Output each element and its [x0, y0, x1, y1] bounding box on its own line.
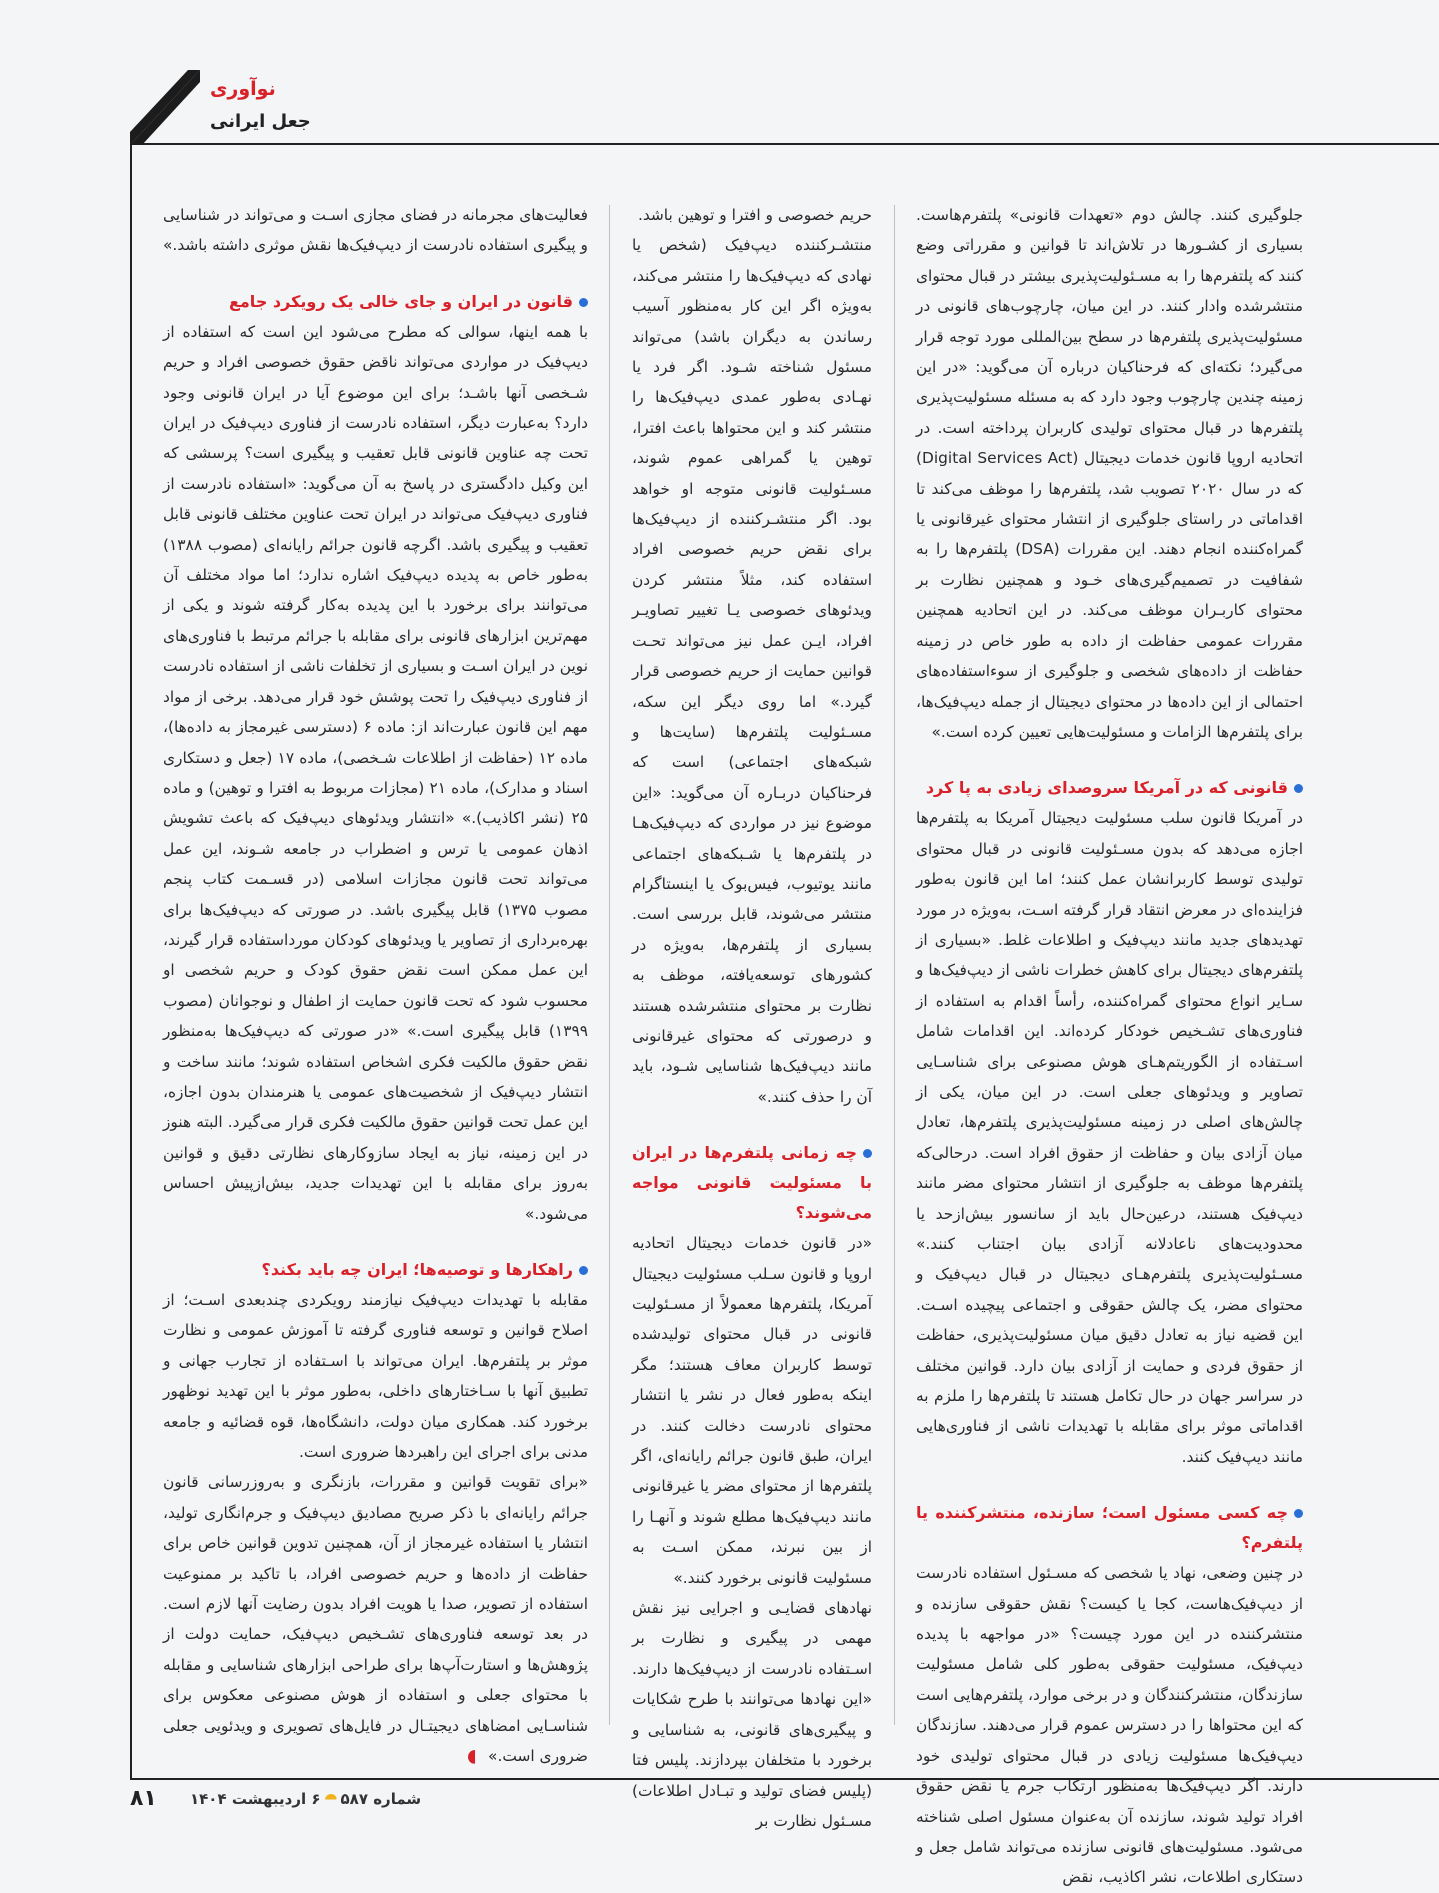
section-kicker: نوآوری: [210, 78, 276, 100]
heading-text: قانون در ایران و جای خالی یک رویکرد جامع: [228, 291, 573, 311]
column-divider: [609, 205, 610, 1725]
bullet-dot-icon: [863, 1149, 872, 1158]
heading-text: راهکارها و توصیه‌ها؛ ایران چه باید بکند؟: [261, 1260, 573, 1279]
heading-text: چه زمانی پلتفرم‌ها در ایران با مسئولیت قانونی مواجه می‌شوند؟: [632, 1143, 872, 1223]
article-column-left: [163, 200, 588, 1772]
sun-icon: [325, 1794, 337, 1806]
section-heading: [916, 1498, 1303, 1558]
closing-paragraph-text: «برای تقویت قوانین و مقررات، بازنگری و به‌روزرسانی قانون جرائم رایانه‌ای با ذکر صریح مصادیق دیپ‌فیک و جرم‌انگاری تولید، انتشار یا استفاده غیرمجاز از آن، همچنین تدوین قوانین خاص برای حفاظت از داده‌ها و حریم خصوصی افراد، با تاکید بر ممنوعیت استفاده از تصویر، صدا یا هویت افراد بدون رضایت آنها لازم است. در بعد توسعه فناوری‌های تشـخیص دیپ‌فیک، حمایت دولت از پژوهش‌ها و استارت‌آپ‌ها برای طراحی ابزارهای شناسایی و مقابله با محتوای جعلی و استفاده از هوش مصنوعی معکوس برای شناسـایی امضاهای دیجیتـال در فایل‌های تصویری و ویدئویی جعلی ضروری است.»: [163, 1473, 588, 1766]
heading-text: چه کسی مسئول است؛ سازنده، منتشرکننده یا پلتفرم؟: [916, 1503, 1303, 1553]
heading-text: قانونی که در آمریکا سروصدای زیادی به پا کرد: [925, 778, 1288, 798]
article-end-mark-icon: [468, 1750, 482, 1764]
section-heading: [916, 773, 1303, 803]
paragraph: حریم خصوصی و افترا و توهین باشد.: [637, 206, 872, 224]
frame-left-rule: [130, 143, 132, 1780]
paragraph: جلوگیری کنند. چالش دوم «تعهدات قانونی» پلتفرم‌هاست. بسیاری از کشـورها در تلاش‌اند تا قوانین و مقرراتی وضع کنند که پلتفرم‌ها را به مسـئولیت‌پذیری بیشتر در قبال محتوای منتشرشده وادار کنند. در این میان، چارچوب‌های قانونی در مسئولیت‌پذیری پلتفرم‌ها در سطح بین‌المللی مورد توجه قرار می‌گیرد؛ نکته‌ای که فرحناکیان درباره آن می‌گوید: «در این زمینه چندین چارچوب وجود دارد که به مسئله مسئولیت‌پذیری پلتفرم‌ها در قبال محتوای تولیدی کاربران پرداخته است. در اتحادیه اروپا قانون خدمات دیجیتال (Digital Services Act) که در سال ۲۰۲۰ تصویب شد، پلتفرم‌ها را موظف می‌کند تا اقداماتی در راستای جلوگیری از انتشار محتوای غیرقانونی یا گمراه‌کننده انجام دهند. این مقررات (DSA) پلتفرم‌ها را به شفافیت در تصمیم‌گیری‌های خـود و همچنین نظارت بر محتوای کاربـران موظف می‌کند. در این اتحادیه همچنین مقررات عمومی حفاظت از داده به طور خاص در زمینه حفاظت از داده‌های شخصی و جلوگیری از سوءاستفاده‌های احتمالی از این داده‌ها در محتوای دیجیتال از جمله دیپ‌فیک‌ها، برای پلتفرم‌ها الزامات و مسئولیت‌هایی تعیین کرده است.»: [916, 206, 1304, 741]
bullet-dot-icon: [1294, 1509, 1303, 1518]
issue-date: ۶ اردیبهشت ۱۴۰۴: [190, 1790, 321, 1808]
article-column-middle: [632, 200, 872, 1836]
section-heading: [163, 287, 588, 317]
section-heading: [632, 1138, 872, 1228]
paragraph: منتشـرکننده دیپ‌فیک (شخص یا نهادی که دیپ‌فیک‌ها را منتشر می‌کند، به‌ویژه اگر این کار به‌منظور آسیب رساندن به دیگران باشد) می‌تواند مسئول شناخته شـود. اگر فرد یا نهـادی به‌طور عمدی دیپ‌فیک‌ها را منتشر کند و این محتواها باعث افترا، توهین یا گمراهی عموم شوند، مسـئولیت قانونی متوجه او خواهد بود. اگر منتشـرکننده از دیپ‌فیک‌ها برای نقض حریم خصوصی افراد استفاده کند، مثلاً منتشر کردن ویدئوهای خصوصی یـا تغییر تصاویـر افراد، ایـن عمل نیز می‌تواند تحـت قوانین حمایت از حریم خصوصی قرار گیرد.» اما روی دیگر این سکه، مسـئولیت پلتفرم‌ها (سایت‌ها و شبکه‌های اجتماعی) است که فرحناکیان دربـاره آن می‌گوید: «این موضوع نیز در مواردی که دیپ‌فیک‌هـا در پلتفرم‌ها یا شـبکه‌های اجتماعی مانند یوتیوب، فیس‌بوک یا اینستاگرام منتشر می‌شوند، قابل بررسی است. بسیاری از پلتفرم‌ها، به‌ویژه در کشورهای توسعه‌یافته، موظف به نظارت بر محتوای منتشرشده هستند و درصورتی که محتوای غیرقانونی مانند دیپ‌فیک‌ها شناسایی شـود، باید آن را حذف کنند.»: [632, 236, 872, 1106]
issue-number: شماره ۵۸۷: [340, 1790, 422, 1808]
paragraph: [163, 1467, 588, 1771]
article-column-right: [916, 200, 1303, 1893]
paragraph: مقابله با تهدیدات دیپ‌فیک نیازمند رویکردی چندبعدی اسـت؛ از اصلاح قوانین و توسعه فناوری گرفته تا آموزش عمومی و نظارت موثر بر پلتفرم‌ها. ایران می‌تواند با اسـتفاده از تجارب جهانی و تطبیق آنها با سـاختارهای داخلی، به‌طور موثر با این تهدید نوظهور برخورد کند. همکاری میان دولت، دانشگاه‌ها، قوه قضائیه و جامعه مدنی برای اجرای این راهبردها ضروری است.: [163, 1291, 588, 1462]
paragraph: نهادهای قضایـی و اجرایی نیز نقش مهمی در پیگیری و نظارت بر اسـتفاده نادرست از دیپ‌فیک‌ها دارند. «این نهادها می‌توانند با طرح شکایات و پیگیری‌های قانونی، به شناسایی و برخورد با متخلفان بپردازند. پلیس فتا (پلیس فضای تولید و تبـادل اطلاعات) مسـئول نظارت بر: [632, 1599, 872, 1830]
issue-info: [190, 1790, 421, 1808]
bullet-dot-icon: [579, 298, 588, 307]
bullet-dot-icon: [579, 1266, 588, 1275]
paragraph: در آمریکا قانون سلب مسئولیت دیجیتال آمریکا به پلتفرم‌ها اجازه می‌دهد که بدون مسـئولیت قانونی در قبال محتوای تولیدی توسط کاربرانشان عمل کنند؛ اما این قانون به‌طور فزاینده‌ای در معرض انتقاد قرار گرفته اسـت، به‌ویژه در مورد تهدیدهای جدید مانند دیپ‌فیک و اطلاعات غلط. «بسیاری از پلتفرم‌های دیجیتال برای کاهش خطرات ناشی از دیپ‌فیک‌ها و سـایر انواع محتوای گمراه‌کننده، رأساً اقدام به استفاده از فناوری‌های تشـخیص خودکار کرده‌اند. این اقدامات شامل اسـتفاده از الگوریتم‌هـای هوش مصنوعی برای شناسـایی تصاویر و ویدئوهای جعلی است. در این میان، یکی از چالش‌های اصلی در زمینه مسئولیت‌پذیری پلتفرم‌ها، تعادل میان آزادی بیان و حفاظت از حقوق افراد است. درحالی‌که پلتفرم‌ها موظف به جلوگیری از انتشار محتوای مضر مانند دیپ‌فیک هستند، درعین‌حال باید از سانسور بیش‌ازحد یا محدودیت‌های ناعادلانه آزادی بیان اجتناب کنند.» مسـئولیت‌پذیری پلتفرم‌هـای دیجیتال در قبال دیپ‌فیک و محتوای مضر، یک چالش حقوقی و اجتماعی پیچیده اسـت. این قضیه نیاز به تعادل دقیق میان مسئولیت‌پذیری، حفاظت از حقوق فردی و حمایت از آزادی بیان دارد. قوانین مختلف در سراسر جهان در حال تکامل هستند تا پلتفرم‌ها را ملزم به اقداماتی موثر برای مقابله با تهدیدات ناشی از فناوری‌هایی مانند دیپ‌فیک کنند.: [916, 809, 1303, 1466]
bullet-dot-icon: [1294, 784, 1303, 793]
page-number: ۸۱: [130, 1786, 157, 1811]
paragraph: با همه اینها، سوالی که مطرح می‌شود این است که استفاده از دیپ‌فیک در مواردی می‌تواند ناقض حقوق خصوصی افراد و حریم شـخصی آنها باشـد؛ برای این موضوع آیا در ایران قانونی وجود دارد؟ به‌عبارت دیگر، استفاده نادرست از فناوری دیپ‌فیک در ایران تحت چه عناوین قانونی قابل تعقیب و پیگیری است؟ پرسشی که این وکیل دادگستری در پاسخ به آن می‌گوید: «استفاده نادرست از فناوری دیپ‌فیک می‌تواند در ایران تحت عناوین مختلف قانونی قابل تعقیب و پیگیری باشد. اگرچه قانون جرائم رایانه‌ای (مصوب ۱۳۸۸) به‌طور خاص به پدیده دیپ‌فیک اشاره ندارد؛ اما مواد مختلف آن می‌توانند برای برخورد با این پدیده به‌کار گرفته شوند و یکی از مهم‌ترین ابزارهای قانونی برای مقابله با جرائم مرتبط با فناوری‌های نوین در ایران اسـت و بسیاری از تخلفات ناشی از استفاده نادرست از فناوری دیپ‌فیک را تحت پوشش خود قرار می‌دهد. برخی از مواد مهم این قانون عبارت‌اند از: ماده ۶ (دسترسی غیرمجاز به داده‌ها)، ماده ۱۲ (حفاظت از اطلاعات شـخصی)، ماده ۱۷ (جعل و دستکاری اسناد و مدارک)، ماده ۲۱ (مجازات مربوط به افترا و توهین) و ماده ۲۵ (نشر اکاذیب).» «انتشار ویدئوهای دیپ‌فیک که باعث تشویش اذهان عمومی یا ترس و اضطراب در جامعه شـوند، این عمل می‌تواند تحت قانون مجازات اسلامی (در قسـمت کتاب پنجم مصوب ۱۳۷۵) قابل پیگیری باشد. در صورتی که دیپ‌فیک‌ها برای بهره‌برداری از تصاویر یا ویدئوهای کودکان مورداستفاده قرار گیرند، این عمل ممکن است نقض حقوق کودک و حریم شخصی او محسوب شود که تحت قانون حمایت از اطفال و نوجوانان (مصوب ۱۳۹۹) قابل پیگیری است.» «در صورتی که دیپ‌فیک‌ها به‌منظور نقض حقوق مالکیت فکری اشخاص استفاده شوند؛ مانند ساخت و انتشار دیپ‌فیک از شخصیت‌های عمومی یا هنرمندان بدون اجازه، این عمل تحت قوانین حقوق مالکیت فکری قرار می‌گیرد. البته هنوز در این زمینه، نیاز به ایجاد سازوکارهای نظارتی دقیق و قوانین به‌روز برای مقابله با این تهدیدات جدید، بیش‌ازپیش احساس می‌شود.»: [163, 322, 588, 1223]
paragraph: فعالیت‌های مجرمانه در فضای مجازی اسـت و می‌تواند در شناسایی و پیگیری استفاده نادرست از دیپ‌فیک‌ها نقش موثری داشته باشد.»: [163, 206, 588, 255]
column-divider: [894, 205, 895, 1725]
frame-top-rule: [130, 143, 1439, 145]
paragraph: در چنین وضعی، نهاد یا شخصی که مسـئول استفاده نادرست از دیپ‌فیک‌هاست، کجا یا کیست؟ نقش حقوقی سازنده و منتشرکننده در این مورد چیست؟ «در مواجهه با پدیده دیپ‌فیک، مسئولیت حقوقی به‌طور کلی شامل مسئولیت سازندگان، منتشرکنندگان و در برخی موارد، پلتفرم‌هایی است که این محتواها را در دسترس عموم قرار می‌دهند. سازندگان دیپ‌فیک‌ها مسئولیت زیادی در قبال محتوای تولیدی خود دارند. اگر دیپ‌فیک‌ها به‌منظور ارتکاب جرم یا نقض حقوق افراد تولید شوند، سازنده آن به‌عنوان مسئول اصلی شناخته می‌شود. مسئولیت‌های قانونی سازنده می‌تواند شامل جعل و دستکاری اطلاعات، نشر اکاذیب، نقض: [916, 1564, 1303, 1887]
section-subtitle: جعل ایرانی: [210, 111, 311, 132]
section-heading: [163, 1255, 588, 1285]
paragraph: «در قانون خدمات دیجیتال اتحادیه اروپا و قانون سـلب مسئولیت دیجیتال آمریکا، پلتفرم‌ها معمولاً از مسـئولیت قانونی در قبال محتوای تولیدشده توسط کاربران معاف هستند؛ مگر اینکه به‌طور فعال در نشر یا انتشار محتوای نادرست دخالت کنند. در ایران، طبق قانون جرائم رایانه‌ای، اگر پلتفرم‌ها از محتوای مضر یا غیرقانونی مانند دیپ‌فیک‌ها مطلع شوند و آنهـا را از بین نبرند، ممکن اسـت به مسئولیت قانونی برخورد کنند.»: [632, 1234, 872, 1587]
corner-triangle: [130, 70, 200, 145]
